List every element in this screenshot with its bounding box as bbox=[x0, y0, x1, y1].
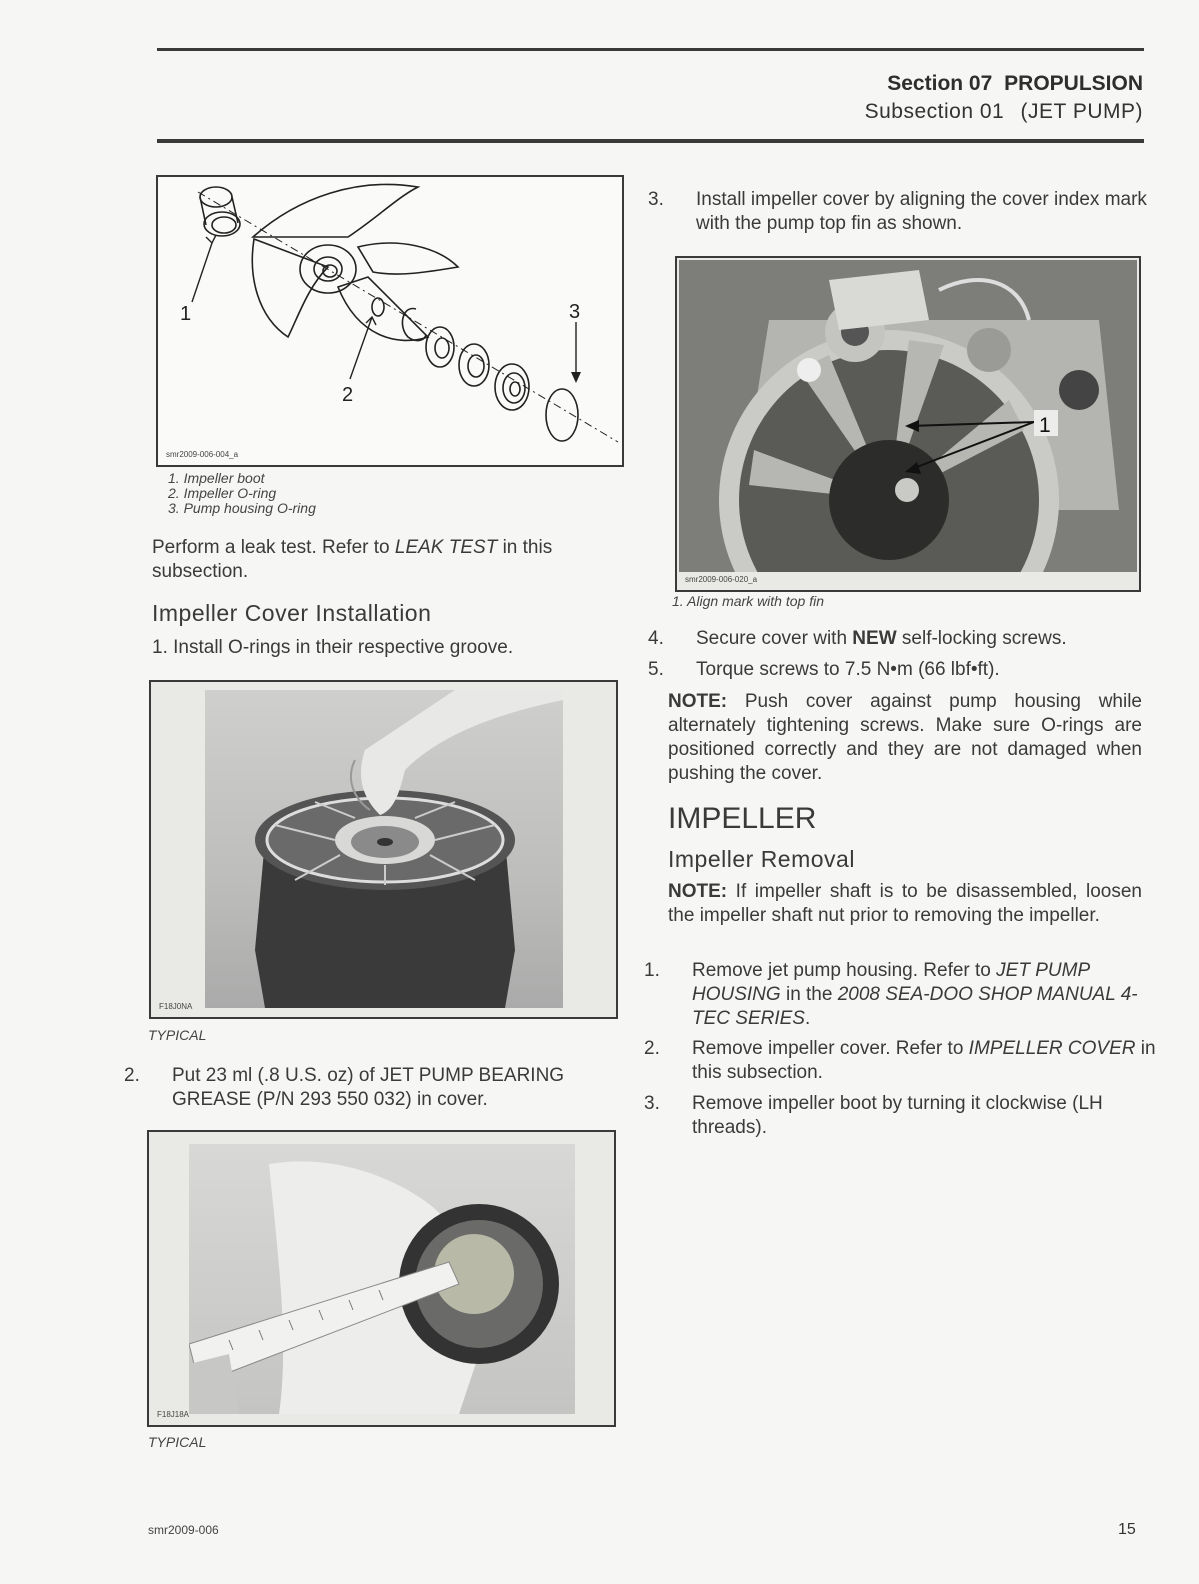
step-text: Torque screws to 7.5 N•m (66 lbf•ft). bbox=[696, 659, 1000, 680]
subsection-header bbox=[865, 100, 1143, 124]
step-1-install-orings: 1. Install O-rings in their respective groove. bbox=[152, 637, 514, 658]
note-label: NOTE: bbox=[668, 881, 728, 902]
subsection-title: (JET PUMP) bbox=[1020, 100, 1143, 123]
note-text: If impeller shaft is to be disassembled, loosen the impeller shaft nut prior to removing the impeller. bbox=[668, 881, 1142, 926]
callout-2: 2 bbox=[342, 384, 354, 406]
photo-caption: TYPICAL bbox=[148, 1027, 207, 1043]
header-bottom-rule bbox=[157, 139, 1144, 143]
step-3-install-cover bbox=[648, 188, 1168, 236]
photo-legend: 1. Align mark with top fin bbox=[672, 593, 824, 609]
step-text: in this subsection. bbox=[692, 1038, 1156, 1083]
leak-test-reference: LEAK TEST bbox=[394, 537, 498, 558]
step-text: Install impeller cover by aligning the cover index mark with the pump top fin as shown. bbox=[696, 189, 1147, 234]
step-2-grease bbox=[124, 1064, 647, 1112]
step-number: 1. bbox=[644, 960, 660, 981]
figure-legend bbox=[168, 471, 316, 516]
step-emphasis: NEW bbox=[852, 628, 897, 649]
step-number: 5. bbox=[648, 659, 664, 680]
step-number: 3. bbox=[644, 1093, 660, 1114]
section-number: Section 07 bbox=[887, 72, 993, 95]
grease-syringe-photo-illustration bbox=[189, 1144, 575, 1414]
leak-text-after: in this subsection. bbox=[152, 537, 553, 582]
photo-applying-grease bbox=[147, 1130, 616, 1427]
top-rule bbox=[157, 48, 1144, 51]
impeller-heading: IMPELLER bbox=[668, 802, 817, 835]
step-text: Remove impeller boot by turning it clockwise (LH threads). bbox=[692, 1093, 1103, 1138]
section-header bbox=[887, 72, 1143, 96]
photo-code: smr2009-006-020_a bbox=[685, 575, 758, 584]
removal-step-2 bbox=[644, 1037, 1166, 1085]
photo-area bbox=[189, 1144, 575, 1414]
step-reference: IMPELLER COVER bbox=[968, 1038, 1136, 1059]
removal-step-1 bbox=[644, 959, 1166, 1031]
impeller-cover-installation-heading: Impeller Cover Installation bbox=[152, 600, 432, 626]
step-text: Put 23 ml (.8 U.S. oz) of JET PUMP BEARING GREASE (P/N 293 550 032) in cover. bbox=[172, 1065, 565, 1110]
impeller-removal-heading: Impeller Removal bbox=[668, 846, 855, 872]
step-number: 2. bbox=[644, 1038, 660, 1059]
callout-1: 1 bbox=[1039, 414, 1051, 437]
callout-1: 1 bbox=[180, 303, 192, 325]
photo-installing-orings bbox=[149, 680, 618, 1019]
photo-code: F18J18A bbox=[157, 1410, 190, 1419]
legend-item: 1. Impeller boot bbox=[168, 470, 265, 486]
step-5-torque bbox=[648, 658, 1168, 682]
step-text: self-locking screws. bbox=[896, 628, 1067, 649]
step-4-secure-cover bbox=[648, 627, 1168, 651]
section-title: PROPULSION bbox=[1004, 72, 1143, 95]
step-text: Remove impeller cover. Refer to bbox=[692, 1038, 969, 1059]
note-label: NOTE: bbox=[668, 691, 728, 712]
leak-test-paragraph bbox=[152, 536, 627, 584]
exploded-diagram-figure bbox=[156, 175, 624, 467]
note-shaft bbox=[668, 880, 1142, 928]
step-reference: JET PUMP HOUSING bbox=[692, 960, 1090, 1005]
pump-cover-photo-illustration bbox=[205, 690, 563, 1008]
legend-item: 3. Pump housing O-ring bbox=[168, 500, 316, 516]
callout-3: 3 bbox=[569, 301, 581, 323]
note-push-cover bbox=[668, 690, 1142, 786]
step-number: 2. bbox=[124, 1065, 140, 1086]
step-number: 4. bbox=[648, 628, 664, 649]
step-text: Secure cover with bbox=[696, 628, 853, 649]
removal-step-3 bbox=[644, 1092, 1166, 1140]
step-text: Remove jet pump housing. Refer to bbox=[692, 960, 997, 981]
footer-code: smr2009-006 bbox=[148, 1523, 219, 1537]
impeller-exploded-diagram bbox=[158, 177, 622, 465]
legend-item: 2. Impeller O-ring bbox=[168, 485, 277, 501]
photo-area bbox=[205, 690, 563, 1008]
photo-area bbox=[679, 260, 1137, 572]
page-number: 15 bbox=[1118, 1521, 1136, 1538]
note-text: Push cover against pump housing while alternately tightening screws. Make sure O-rings are positioned correctly and they are not damaged when pushing the cover. bbox=[668, 691, 1142, 784]
step-text: in the bbox=[780, 984, 838, 1005]
figure-code: smr2009-006-004_a bbox=[166, 450, 239, 459]
step-text: . bbox=[804, 1008, 811, 1029]
leak-text-before: Perform a leak test. Refer to bbox=[152, 537, 395, 558]
step-reference: 2008 SEA-DOO SHOP MANUAL 4-TEC SERIES bbox=[692, 984, 1138, 1029]
photo-align-mark bbox=[675, 256, 1141, 592]
photo-code: F18J0NA bbox=[159, 1002, 193, 1011]
pump-alignment-photo-illustration bbox=[679, 260, 1137, 572]
step-number: 3. bbox=[648, 189, 664, 210]
photo-caption: TYPICAL bbox=[148, 1434, 207, 1450]
subsection-number: Subsection 01 bbox=[864, 100, 1005, 123]
